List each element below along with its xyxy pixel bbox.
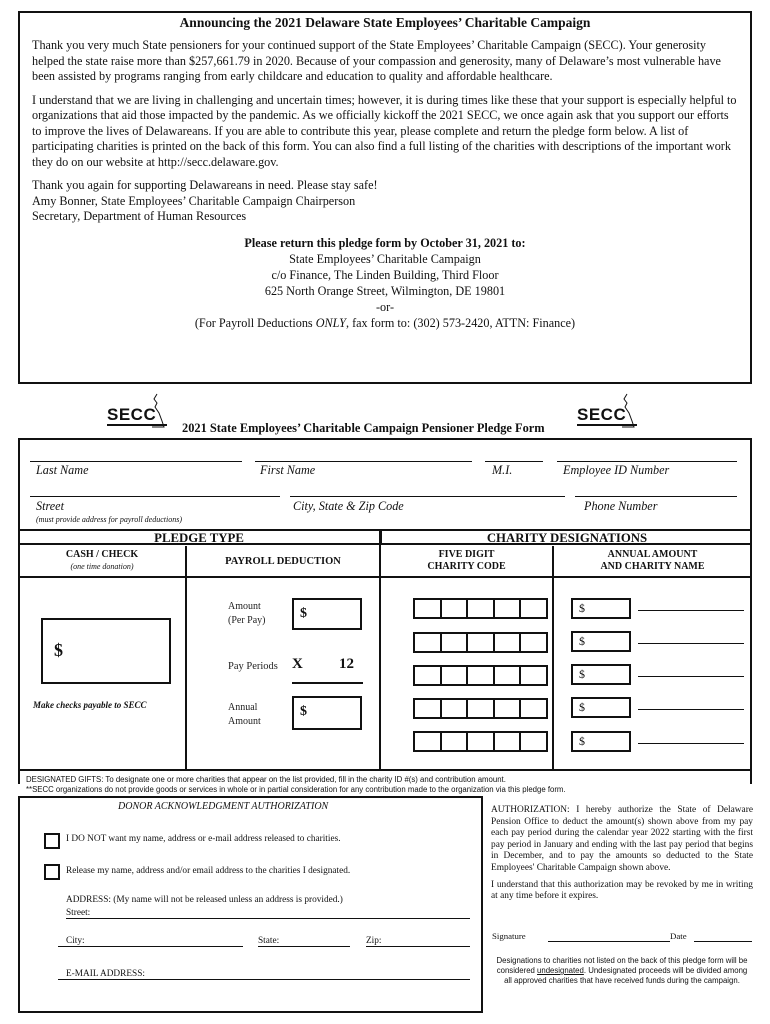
announcement-paragraph-1: Thank you very much State pensioners for your continued support of the State Employees’ Charitable Campaign (SECC). Your generosity helped the state raise more than $257,661.79 in 2020. Because of your compassion and generosity, many of Delaware’s most vulnerable have been assisted by programs ranging from early childcare and education to quality and affordable healthcare. [32,38,721,83]
signature-name: Amy Bonner, State Employees’ Charitable Campaign Chairperson [32,193,356,208]
dollar-sign: $ [300,704,307,719]
fax-text-only: ONLY [315,315,346,330]
five-digit-label: FIVE DIGIT [438,549,495,560]
address-line-3: 625 North Orange Street, Wilmington, DE 19801 [264,283,506,298]
annual-amount-header [553,546,752,578]
charity-amount-input-5[interactable]: $ [571,731,631,752]
signature-thanks: Thank you again for supporting Delawareans in need. Please stay safe! [32,178,378,192]
charity-amount-input-4[interactable]: $ [571,697,631,718]
city-state-zip-label: City, State & Zip Code [293,499,404,513]
last-name-input[interactable] [30,461,242,462]
signature-title: Secretary, Department of Human Resources [32,209,247,223]
charity-name-input-2[interactable] [638,643,744,644]
announcement-signature [32,178,738,225]
do-not-release-label: I DO NOT want my name, address or e-mail address released to charities. [66,834,341,844]
annual-amount-label: ANNUAL AMOUNT [607,549,698,560]
charity-designations-header: CHARITY DESIGNATIONS [380,529,752,545]
pay-periods-count: 12 [339,656,354,672]
date-input[interactable] [694,941,752,942]
address-note: ADDRESS: (My name will not be released unless an address is provided.) [66,895,343,905]
cash-check-header [18,546,186,578]
release-info-label: Release my name, address and/or email address to the charities I designated. [66,866,351,876]
one-time-label: (one time donation) [70,562,134,571]
delaware-state-icon [617,393,647,429]
mi-label: M.I. [492,463,513,477]
charity-amount-input-2[interactable]: $ [571,631,631,652]
charity-amount-input-3[interactable]: $ [571,664,631,685]
designation-notes [26,775,566,795]
charity-code-input-2[interactable] [413,632,548,653]
street-note: (must provide address for payroll deductions) [36,515,182,524]
pledge-form-title: 2021 State Employees’ Charitable Campaign Pensioner Pledge Form [182,421,545,435]
charity-name-input-4[interactable] [638,709,744,710]
charity-name-input-5[interactable] [638,743,744,744]
fax-text-post: , fax form to: (302) 573-2420, ATTN: Finance) [345,315,576,330]
amount-label: Amount [228,601,261,612]
signature-row [492,931,526,941]
charity-name-label: AND CHARITY NAME [600,561,705,572]
undesignated-note-post: . Undesignated proceeds will be divided among all approved charities that have received funds during the campaign. [504,966,748,985]
mi-input[interactable] [485,461,543,462]
or-separator: -or- [375,299,395,314]
address-line-1: State Employees’ Charitable Campaign [289,251,481,266]
dollar-sign: $ [54,640,63,660]
charity-code-input-5[interactable] [413,731,548,752]
divider [379,529,381,770]
logo-text: SECC [107,405,157,424]
address-line-2: c/o Finance, The Linden Building, Third Floor [271,267,499,282]
charity-code-header [380,546,553,578]
donor-city-input[interactable] [58,946,243,947]
last-name-label: Last Name [36,463,89,477]
donor-street-label: Street: [66,908,91,918]
undesignated-word: undesignated [537,966,584,975]
release-info-checkbox[interactable] [44,864,60,880]
phone-input[interactable] [575,496,737,497]
annual-amount-field-label [228,701,261,729]
donor-email-label: E-MAIL ADDRESS: [66,969,145,979]
date-row [670,931,687,941]
donor-zip-label: Zip: [366,936,382,946]
donor-email-input[interactable] [58,979,470,980]
divider [552,546,554,770]
amount-label: Amount [228,716,261,727]
phone-label: Phone Number [584,499,658,513]
signature-input[interactable] [548,941,670,942]
pledge-form [18,438,752,784]
undesignated-note-pre: Designations to charities not listed on the back of this pledge form will be considered [496,956,748,975]
date-label: Date [670,931,687,941]
cash-check-label: CASH / CHECK [65,549,139,560]
checks-payable-note: Make checks payable to SECC [33,700,147,710]
donor-acknowledgment-heading: DONOR ACKNOWLEDGMENT AUTHORIZATION [118,801,329,812]
charity-code-input-3[interactable] [413,665,548,686]
delaware-state-icon [147,393,177,429]
amount-per-pay-input[interactable] [292,598,362,630]
street-input[interactable] [30,496,280,497]
fax-text-pre: (For Payroll Deductions [194,315,316,330]
donor-zip-input[interactable] [366,946,470,947]
revoke-statement: I understand that this authorization may be revoked by me in writing at any time before it expires. [491,879,753,902]
signature-label: Signature [492,931,526,941]
charity-name-input-1[interactable] [638,610,744,611]
donor-state-label: State: [258,936,280,946]
annual-label: Annual [228,702,258,713]
pay-periods-underline [292,682,363,684]
authorization-text [491,805,753,903]
donor-state-input[interactable] [258,946,350,947]
cash-amount-input[interactable] [41,618,171,684]
pledge-type-header: PLEDGE TYPE [18,529,380,545]
dollar-sign: $ [300,606,307,621]
logo-text: SECC [577,405,627,424]
designated-gifts-note: DESIGNATED GIFTS: To designate one or more charities that appear on the list provided, fill in the charity ID #(s) and contribution amount. [26,775,506,784]
employee-id-input[interactable] [557,461,737,462]
city-state-zip-input[interactable] [290,496,565,497]
return-address [32,235,738,331]
annual-amount-input[interactable] [292,696,362,730]
divider [185,546,187,770]
undesignated-note [492,956,752,986]
announcement-title: Announcing the 2021 Delaware State Employees’ Charitable Campaign [179,15,591,30]
donor-street-input[interactable] [66,918,470,919]
fax-instructions [32,315,738,331]
amount-per-pay-label [228,600,266,628]
first-name-label: First Name [260,463,316,477]
street-label: Street [36,499,64,513]
charity-code-label: CHARITY CODE [427,561,506,572]
authorization-statement: AUTHORIZATION: I hereby authorize the State of Delaware Pension Office to deduct the amount(s) shown above from my pay each pay period during the calendar year 2022 starting with the first pay period in January and ending with the last pay period that begins in December, and to pay the amounts so deducted to the State Employees' Charitable Campaign shown above. [491,805,753,873]
charity-name-input-3[interactable] [638,676,744,677]
per-pay-label: (Per Pay) [228,615,266,626]
charity-code-input-1[interactable] [413,598,548,619]
donor-city-label: City: [66,936,85,946]
charity-code-input-4[interactable] [413,698,548,719]
pledge-table-bottom [18,769,752,771]
pay-periods-label: Pay Periods [228,661,278,672]
return-heading: Please return this pledge form by October 31, 2021 to: [244,235,526,250]
secc-organizations-note: **SECC organizations do not provide goods or services in whole or in partial consideration for any contribution made to the organization via this pledge form. [26,785,566,794]
announcement-box [18,11,752,384]
employee-id-label: Employee ID Number [563,463,670,477]
secc-logo-left [107,393,175,433]
charity-amount-input-1[interactable]: $ [571,598,631,619]
first-name-input[interactable] [255,461,472,462]
announcement-paragraph-2: I understand that we are living in challenging and uncertain times; however, it is during times like these that your support is especially helpful to organizations that aid those impacted by the pandemic. As we officially kickoff the 2021 SECC, we once again ask that you support our efforts to improve the lives of Delawareans. If you are able to contribute this year, please complete and return the pledge form below. A list of participating charities is printed on the back of this form. You can also find a full listing of the charities with descriptions of the important work they do on our website at http://secc.delaware.gov. [32,92,737,169]
multiply-sign: X [292,656,303,672]
secc-logo-right [577,393,645,433]
payroll-deduction-header: PAYROLL DEDUCTION [186,546,380,578]
do-not-release-checkbox[interactable] [44,833,60,849]
